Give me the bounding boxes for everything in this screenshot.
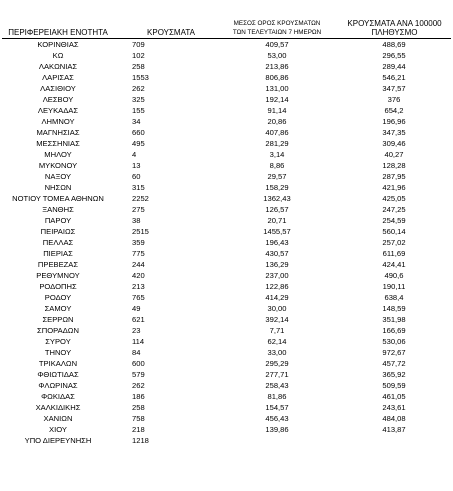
per-100000-cell: 611,69 [382,249,406,258]
cases-cell: 765 [132,293,145,302]
region-cell: ΦΛΩΡΙΝΑΣ [38,381,78,390]
avg-cell: 430,57 [265,249,289,258]
avg-cell: 281,29 [265,139,289,148]
region-cell: ΛΑΡΙΣΑΣ [42,73,74,82]
cases-cell: 186 [132,392,145,401]
table-row [2,270,451,281]
cases-cell: 4 [132,150,137,159]
cases-cell: 258 [132,403,145,412]
avg-cell: 91,14 [267,106,287,115]
per-100000-cell: 296,55 [382,51,406,60]
avg-cell: 122,86 [265,282,289,291]
per-100000-cell: 365,92 [382,370,406,379]
per-100000-cell: 309,46 [382,139,406,148]
cases-cell: 2515 [132,227,149,236]
avg-cell: 53,00 [267,51,287,60]
per-100000-cell: 196,96 [382,117,406,126]
region-cell: ΦΘΙΩΤΙΔΑΣ [37,370,79,379]
header-per-100000 [338,19,451,37]
table-row [2,314,451,325]
avg-cell: 277,71 [265,370,289,379]
region-cell: ΜΕΣΣΗΝΙΑΣ [36,139,80,148]
avg-cell: 237,00 [265,271,289,280]
avg-cell: 1362,43 [263,194,291,203]
avg-cell: 192,14 [265,95,289,104]
cases-cell: 495 [132,139,145,148]
per-100000-cell: 257,02 [382,238,406,247]
region-cell: ΛΑΚΩΝΙΑΣ [38,62,78,71]
region-cell: ΧΙΟΥ [49,425,67,434]
table-row [2,149,451,160]
table-row [2,116,451,127]
table-row [2,171,451,182]
table-row [2,325,451,336]
per-100000-cell: 287,95 [382,172,406,181]
region-cell: ΛΕΥΚΑΔΑΣ [37,106,79,115]
region-cell: ΣΠΟΡΑΔΩΝ [37,326,79,335]
header-per-line2: ΠΛΗΘΥΣΜΟ [371,28,418,37]
region-cell: ΛΗΜΝΟΥ [41,117,75,126]
region-cell: ΣΑΜΟΥ [44,304,72,313]
per-100000-cell: 638,4 [384,293,404,302]
avg-cell: 139,86 [265,425,289,434]
avg-cell: 136,29 [265,260,289,269]
avg-cell: 158,29 [265,183,289,192]
per-100000-cell: 243,61 [382,403,406,412]
table-body [2,39,451,446]
region-cell: ΤΡΙΚΑΛΩΝ [38,359,78,368]
region-cell: ΡΕΘΥΜΝΟΥ [36,271,80,280]
region-cell: ΧΑΝΙΩΝ [43,414,73,423]
cases-cell: 315 [132,183,145,192]
avg-cell: 806,86 [265,73,289,82]
region-cell: ΛΕΣΒΟΥ [42,95,74,104]
avg-cell: 414,29 [265,293,289,302]
table-row [2,182,451,193]
table-row [2,402,451,413]
per-100000-cell: 40,27 [384,150,404,159]
avg-cell: 20,71 [267,216,287,225]
cases-cell: 155 [132,106,145,115]
table-row [2,380,451,391]
cases-cell: 1553 [132,73,149,82]
table-row [2,160,451,171]
table-row [2,292,451,303]
per-100000-cell: 376 [387,95,401,104]
region-cell: ΣΥΡΟΥ [45,337,71,346]
per-100000-cell: 421,96 [382,183,406,192]
avg-cell: 33,00 [267,348,287,357]
per-100000-cell: 190,11 [382,282,406,291]
cases-cell: 775 [132,249,145,258]
table-row [2,50,451,61]
per-100000-cell: 546,21 [382,73,406,82]
table-row [2,237,451,248]
cases-cell: 114 [132,337,145,346]
cases-table [2,12,451,446]
avg-cell: 30,00 [267,304,287,313]
cases-cell: 102 [132,51,145,60]
header-per-line1: ΚΡΟΥΣΜΑΤΑ ΑΝΑ 100000 [347,19,442,28]
table-row [2,424,451,435]
cases-cell: 244 [132,260,145,269]
cases-cell: 758 [132,414,145,423]
cases-cell: 84 [132,348,141,357]
table-header [2,12,451,39]
header-region: ΠΕΡΙΦΕΡΕΙΑΚΗ ΕΝΟΤΗΤΑ [8,28,108,37]
per-100000-cell: 413,87 [382,425,406,434]
avg-cell: 8,86 [269,161,285,170]
avg-cell: 154,57 [265,403,289,412]
table-row [2,259,451,270]
avg-cell: 196,43 [265,238,289,247]
region-cell: ΝΑΞΟΥ [44,172,72,181]
avg-cell: 20,86 [267,117,287,126]
table-row [2,215,451,226]
region-cell: ΡΟΔΟΥ [44,293,72,302]
avg-cell: 1455,57 [263,227,291,236]
table-row [2,391,451,402]
region-cell: ΠΙΕΡΙΑΣ [43,249,73,258]
header-avg-line2: ΤΩΝ ΤΕΛΕΥΤΑΙΩΝ 7 ΗΜΕΡΩΝ [232,29,322,36]
header-avg-line1: ΜΕΣΟΣ ΟΡΟΣ ΚΡΟΥΣΜΑΤΩΝ [233,20,321,27]
region-cell: ΠΑΡΟΥ [44,216,72,225]
per-100000-cell: 560,14 [382,227,406,236]
cases-cell: 34 [132,117,141,126]
per-100000-cell: 128,28 [382,161,406,170]
per-100000-cell: 488,69 [382,40,406,49]
region-cell: ΚΟΡΙΝΘΙΑΣ [37,40,79,49]
table-row [2,83,451,94]
table-row [2,61,451,72]
per-100000-cell: 347,57 [382,84,406,93]
cases-cell: 13 [132,161,141,170]
table-row [2,39,451,50]
table-row [2,413,451,424]
cases-cell: 621 [132,315,145,324]
per-100000-cell: 484,08 [382,414,406,423]
region-cell: ΠΡΕΒΕΖΑΣ [37,260,79,269]
cases-cell: 359 [132,238,145,247]
region-cell: ΜΥΚΟΝΟΥ [38,161,78,170]
table-row [2,127,451,138]
cases-cell: 258 [132,62,145,71]
region-cell: ΠΕΙΡΑΙΩΣ [40,227,76,236]
region-cell: ΣΕΡΡΩΝ [42,315,74,324]
avg-cell: 295,29 [265,359,289,368]
avg-cell: 3,14 [269,150,285,159]
avg-cell: 392,14 [265,315,289,324]
per-100000-cell: 148,59 [382,304,406,313]
avg-cell: 126,57 [265,205,289,214]
per-100000-cell: 530,06 [382,337,406,346]
per-100000-cell: 247,25 [382,205,406,214]
table-row [2,138,451,149]
per-100000-cell: 490,6 [384,271,404,280]
cases-cell: 213 [132,282,145,291]
table-row [2,105,451,116]
cases-cell: 579 [132,370,145,379]
cases-cell: 262 [132,84,145,93]
per-100000-cell: 461,05 [382,392,406,401]
per-100000-cell: 457,72 [382,359,406,368]
table-row [2,303,451,314]
region-cell: ΡΟΔΟΠΗΣ [39,282,77,291]
cases-cell: 660 [132,128,145,137]
avg-cell: 407,86 [265,128,289,137]
avg-cell: 81,86 [267,392,287,401]
header-cases: ΚΡΟΥΣΜΑΤΑ [147,28,195,37]
region-cell: ΞΑΝΘΗΣ [42,205,74,214]
cases-cell: 600 [132,359,145,368]
table-row [2,336,451,347]
avg-cell: 29,57 [267,172,287,181]
region-cell: ΜΗΛΟΥ [44,150,72,159]
table-row [2,248,451,259]
per-100000-cell: 289,44 [382,62,406,71]
table-row [2,281,451,292]
per-100000-cell: 425,05 [382,194,406,203]
avg-cell: 258,43 [265,381,289,390]
per-100000-cell: 654,2 [384,106,404,115]
cases-cell: 1218 [132,436,149,445]
region-cell: ΝΟΤΙΟΥ ΤΟΜΕΑ ΑΘΗΝΩΝ [12,194,104,203]
region-cell: ΤΗΝΟΥ [44,348,72,357]
region-cell: ΛΑΣΙΘΙΟΥ [40,84,76,93]
avg-cell: 7,71 [269,326,285,335]
cases-cell: 60 [132,172,141,181]
table-row [2,435,451,446]
per-100000-cell: 351,98 [382,315,406,324]
avg-cell: 62,14 [267,337,287,346]
cases-cell: 23 [132,326,141,335]
cases-cell: 2252 [132,194,149,203]
header-avg-7-days [226,19,328,37]
cases-cell: 709 [132,40,145,49]
region-cell: ΝΗΣΩΝ [44,183,72,192]
table-row [2,358,451,369]
table-row [2,94,451,105]
region-cell: ΧΑΛΚΙΔΙΚΗΣ [35,403,81,412]
avg-cell: 456,43 [265,414,289,423]
table-row [2,204,451,215]
region-cell: ΦΩΚΙΔΑΣ [41,392,75,401]
per-100000-cell: 424,41 [382,260,406,269]
cases-cell: 38 [132,216,141,225]
table-row [2,226,451,237]
region-cell: ΥΠΟ ΔΙΕΡΕΥΝΗΣΗ [24,436,92,445]
avg-cell: 213,86 [265,62,289,71]
table-row [2,193,451,204]
region-cell: ΠΕΛΛΑΣ [42,238,74,247]
region-cell: ΜΑΓΝΗΣΙΑΣ [36,128,80,137]
cases-cell: 262 [132,381,145,390]
table-row [2,72,451,83]
table-row [2,369,451,380]
per-100000-cell: 347,35 [382,128,406,137]
avg-cell: 131,00 [265,84,289,93]
per-100000-cell: 509,59 [382,381,406,390]
per-100000-cell: 254,59 [382,216,406,225]
avg-cell: 409,57 [265,40,289,49]
cases-cell: 218 [132,425,145,434]
cases-cell: 275 [132,205,145,214]
cases-cell: 420 [132,271,145,280]
region-cell: ΚΩ [52,51,64,60]
per-100000-cell: 166,69 [382,326,406,335]
per-100000-cell: 972,67 [382,348,406,357]
cases-cell: 49 [132,304,141,313]
table-row [2,347,451,358]
cases-cell: 325 [132,95,145,104]
